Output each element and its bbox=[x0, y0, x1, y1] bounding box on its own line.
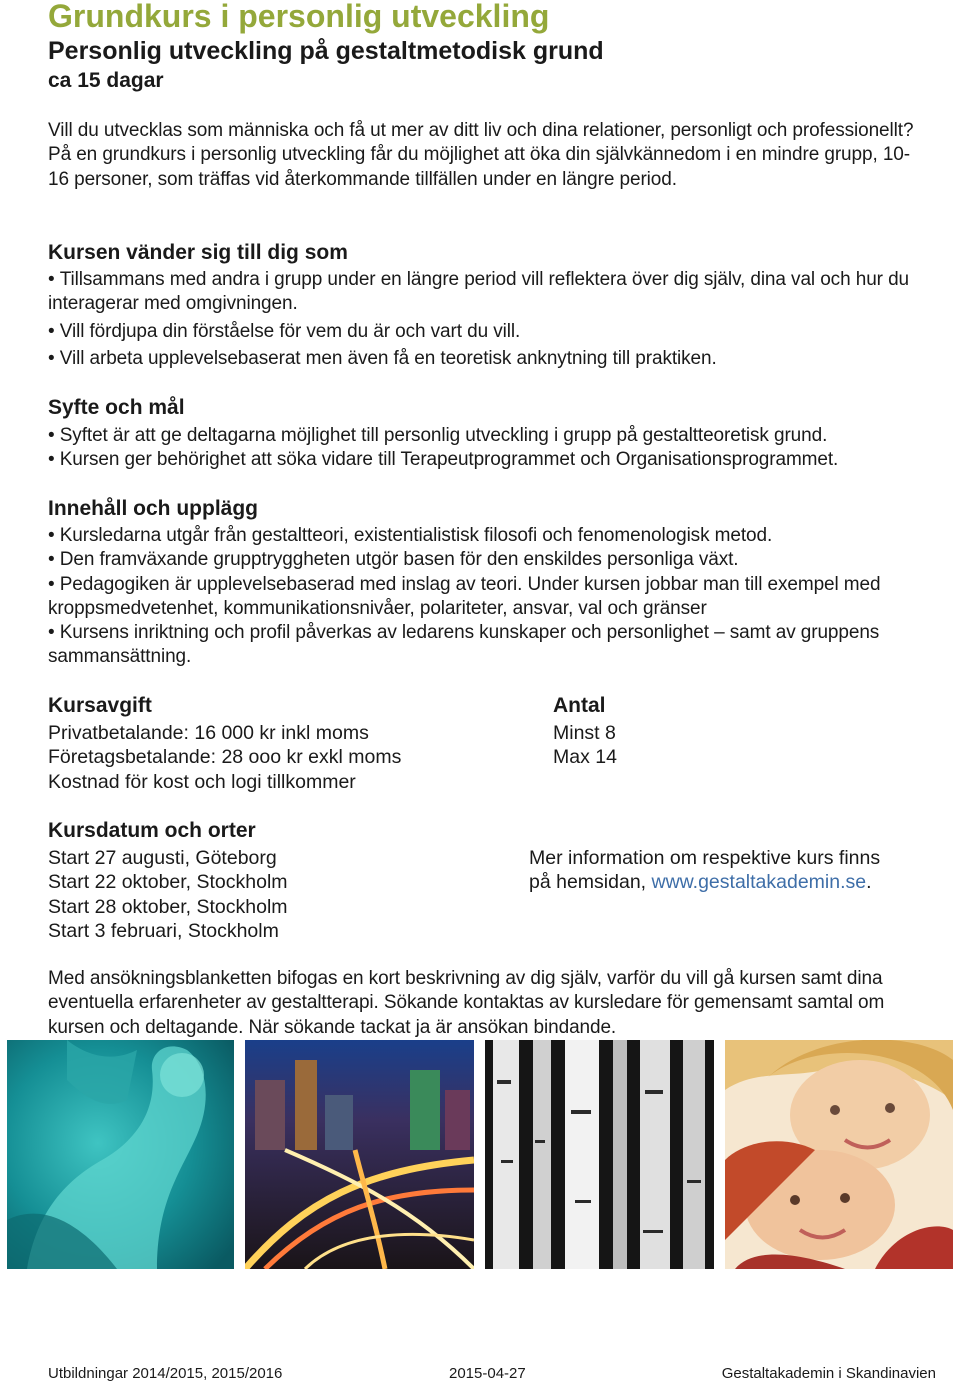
list-item: • Tillsammans med andra i grupp under en längre period vill reflektera över dig själv, dina val och hur du interagerar med omgivningen. bbox=[48, 268, 938, 317]
more-info-line1: Mer information om respektive kurs finns bbox=[529, 847, 881, 869]
list-item: • Vill fördjupa din förståelse för vem du är och vart du vill. bbox=[48, 320, 938, 344]
photo-birch-trees bbox=[485, 1040, 714, 1269]
list-item: • Pedagogiken är upplevelsebaserad med inslag av teori. Under kursen jobbar man till exempel med kroppsmedvetenhet, kommunikationsnivåer, polariteter, ansvar, val och gränser bbox=[48, 573, 938, 622]
list-item: • Kursledarna utgår från gestaltteori, existentialistisk filosofi och fenomenologisk metod. bbox=[48, 524, 938, 548]
count-max: Max 14 bbox=[553, 746, 617, 769]
count-min: Minst 8 bbox=[553, 722, 616, 744]
application-paragraph: Med ansökningsblanketten bifogas en kort beskrivning av dig själv, varför du vill gå kursen samt dina eventuella erfarenheter av gestaltterapi. Sökande kontaktas av kursledare för gemensamt samtal om kursen och deltagande. När sökande tackat ja är ansökan bindande. bbox=[48, 968, 885, 1038]
date-item: Start 27 augusti, Göteborg bbox=[48, 847, 277, 869]
photo-turquoise-figure bbox=[7, 1040, 234, 1269]
fee-lines bbox=[48, 721, 401, 794]
footer-left: Utbildningar 2014/2015, 2015/2016 bbox=[48, 1365, 283, 1382]
audience-heading: Kursen vänder sig till dig som bbox=[48, 241, 348, 264]
fee-heading: Kursavgift bbox=[48, 694, 152, 717]
content-heading: Innehåll och upplägg bbox=[48, 497, 258, 520]
list-item: • Vill arbeta upplevelsebaserat men även få en teoretisk anknytning till praktiken. bbox=[48, 347, 938, 371]
website-link[interactable]: www.gestaltakademin.se bbox=[651, 871, 867, 894]
dates-heading: Kursdatum och orter bbox=[48, 819, 256, 842]
dates-lines bbox=[48, 846, 288, 943]
photo-city-traffic bbox=[245, 1040, 474, 1269]
fee-company: Företagsbetalande: 28 ooo kr exkl moms bbox=[48, 746, 402, 769]
purpose-heading: Syfte och mål bbox=[48, 396, 185, 419]
fee-private: Privatbetalande: 16 000 kr inkl moms bbox=[48, 722, 369, 744]
more-info-prefix: på hemsidan, bbox=[529, 871, 652, 894]
audience-list bbox=[48, 268, 938, 371]
date-item: Start 22 oktober, Stockholm bbox=[48, 871, 288, 894]
footer-right: Gestaltakademin i Skandinavien bbox=[721, 1365, 936, 1382]
list-item: • Kursen ger behörighet att söka vidare till Terapeutprogrammet och Organisationsprogrammet. bbox=[48, 448, 958, 472]
list-item: • Den framväxande grupptryggheten utgör basen för den enskildes personliga växt. bbox=[48, 548, 938, 572]
page-subtitle: Personlig utveckling på gestaltmetodisk grund bbox=[48, 37, 604, 65]
date-item: Start 28 oktober, Stockholm bbox=[48, 895, 288, 918]
more-info-line2 bbox=[529, 870, 880, 894]
footer-date: 2015-04-27 bbox=[449, 1365, 526, 1382]
intro-paragraph: Vill du utvecklas som människa och få ut mer av ditt liv och dina relationer, personligt och professionellt? På en grundkurs i personlig utveckling får du möjlighet att öka din självkännedom i en mindre grupp, 10-16 personer, som träffas vid återkommande tillfällen under en längre period. bbox=[48, 120, 914, 190]
page-title: Grundkurs i personlig utveckling bbox=[48, 0, 550, 34]
photo-two-women bbox=[725, 1040, 953, 1269]
list-item: • Syftet är att ge deltagarna möjlighet till personlig utveckling i grupp på gestaltteoretisk grund. bbox=[48, 424, 958, 448]
more-info-suffix: . bbox=[866, 871, 872, 894]
more-info bbox=[529, 846, 880, 895]
content-list bbox=[48, 524, 938, 670]
fee-extra: Kostnad för kost och logi tillkommer bbox=[48, 770, 356, 793]
count-heading: Antal bbox=[553, 694, 606, 717]
purpose-list bbox=[48, 424, 958, 473]
date-item: Start 3 februari, Stockholm bbox=[48, 919, 279, 942]
count-lines bbox=[553, 721, 617, 770]
list-item: • Kursens inriktning och profil påverkas av ledarens kunskaper och personlighet – samt av gruppens sammansättning. bbox=[48, 621, 938, 670]
course-duration: ca 15 dagar bbox=[48, 69, 164, 92]
